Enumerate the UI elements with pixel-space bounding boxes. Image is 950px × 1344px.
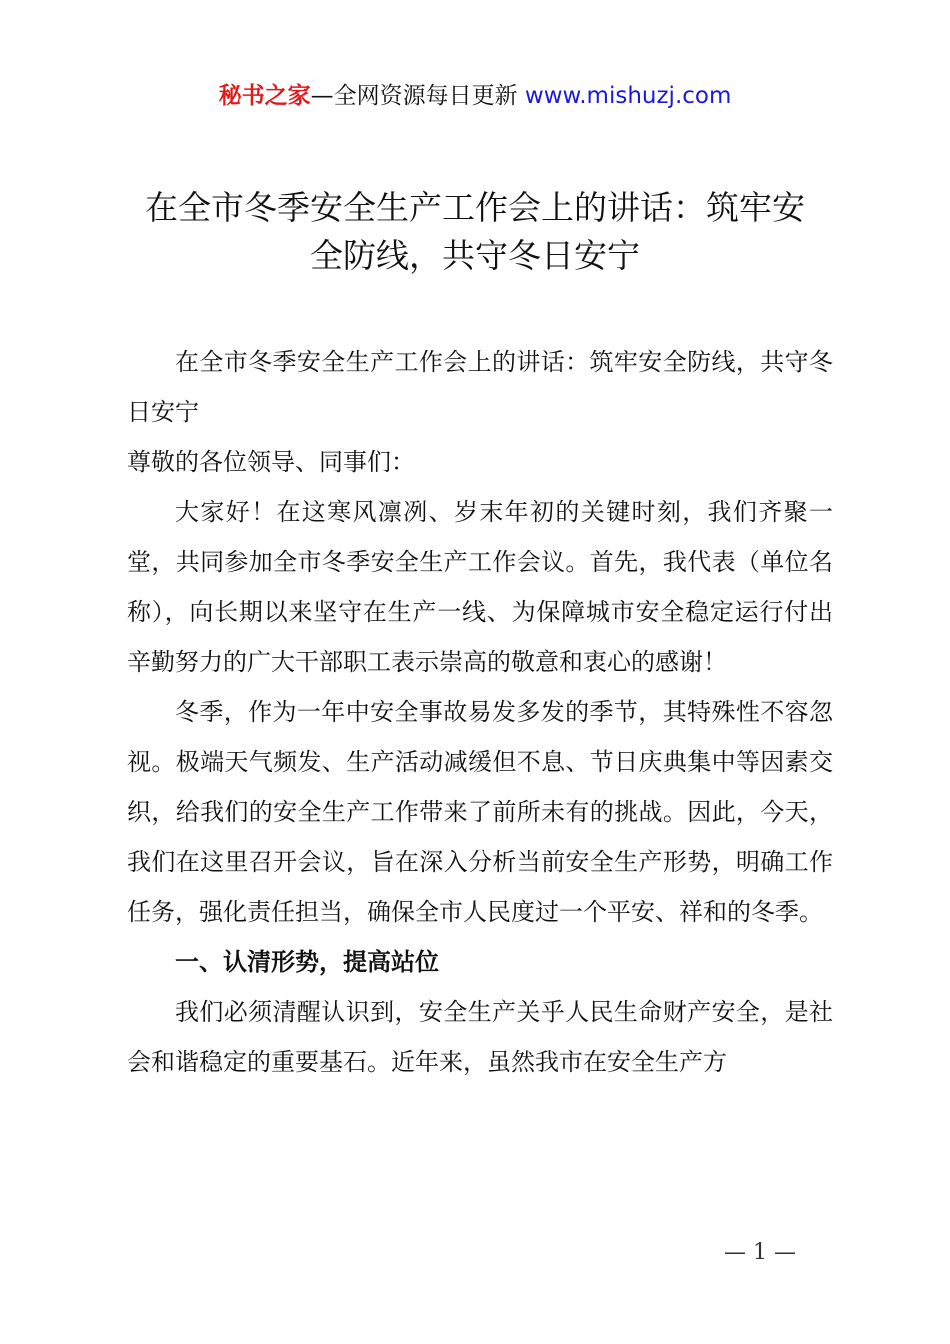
site-url-link[interactable]: www.mishuzj.com bbox=[524, 83, 732, 109]
site-header bbox=[0, 80, 950, 112]
header-slogan: —全网资源每日更新 bbox=[310, 83, 525, 109]
page-number: — 1 — bbox=[724, 1240, 796, 1265]
body-paragraph-title-repeat: 在全市冬季安全生产工作会上的讲话：筑牢安全防线，共守冬日安宁 bbox=[127, 348, 833, 426]
section-heading: 一、认清形势，提高站位 bbox=[175, 948, 439, 976]
body-paragraph: 冬季，作为一年中安全事故易发多发的季节，其特殊性不容忽视。极端天气频发、生产活动减缓但不息、节日庆典集中等因素交织，给我们的安全生产工作带来了前所未有的挑战。因此，今天，我们在这里召开会议，旨在深入分析当前安全生产形势，明确工作任务，强化责任担当，确保全市人民度过一个平安、祥和的冬季。 bbox=[127, 698, 833, 926]
document-body bbox=[127, 337, 833, 1087]
title-line-2: 全防线，共守冬日安宁 bbox=[310, 236, 640, 275]
document-title bbox=[110, 184, 840, 280]
title-line-1: 在全市冬季安全生产工作会上的讲话：筑牢安 bbox=[145, 188, 805, 227]
brand-name: 秘书之家 bbox=[218, 83, 311, 109]
body-paragraph: 大家好！在这寒风凛冽、岁末年初的关键时刻，我们齐聚一堂，共同参加全市冬季安全生产工作会议。首先，我代表（单位名称），向长期以来坚守在生产一线、为保障城市安全稳定运行付出辛勤努力的广大干部职工表示崇高的敬意和衷心的感谢！ bbox=[127, 498, 833, 676]
body-paragraph: 我们必须清醒认识到，安全生产关乎人民生命财产安全，是社会和谐稳定的重要基石。近年来，虽然我市在安全生产方 bbox=[127, 998, 833, 1076]
salutation: 尊敬的各位领导、同事们： bbox=[127, 448, 415, 476]
